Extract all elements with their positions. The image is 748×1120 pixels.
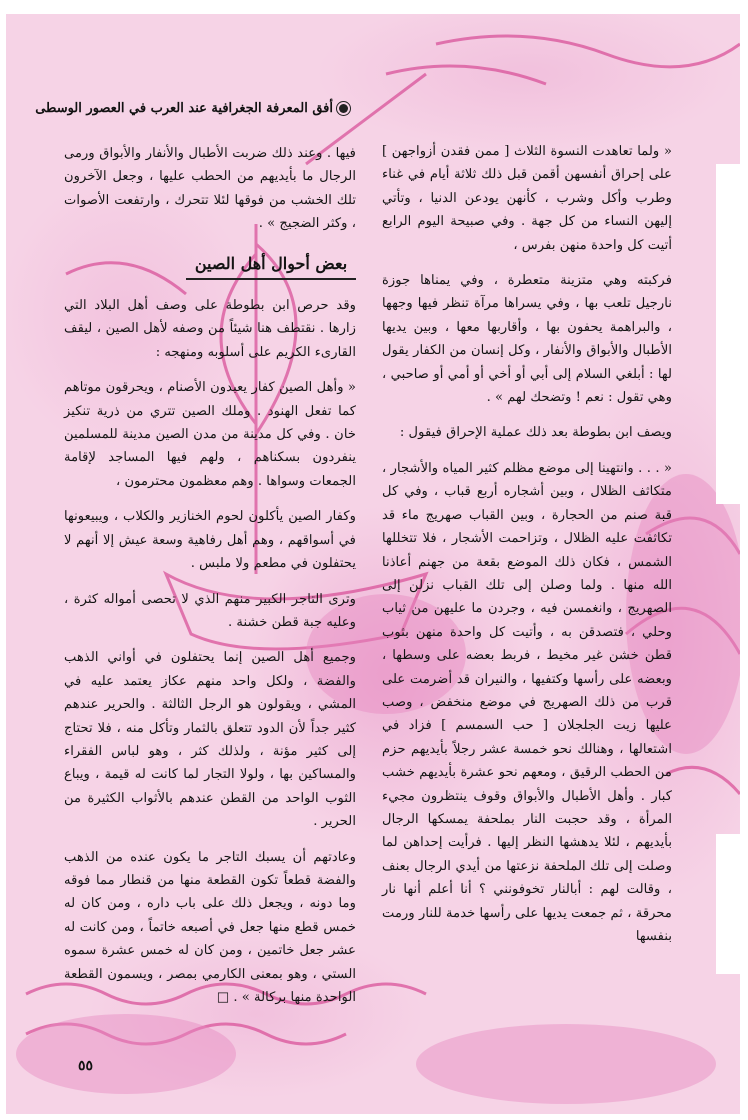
left-text-column	[64, 142, 356, 1009]
header-bullet-icon	[339, 104, 348, 113]
paragraph: وعادتهم أن يسبك التاجر ما يكون عنده من الذهب والفضة قطعاً تكون القطعة منها من قنطار مما فوقه وما دونه ، ويجعل ذلك على باب داره ، ومن كان له خمس قطع منها جعل في أصبعه خاتماً ، ومن كانت له عشر جعل خاتمين ، ومن كان له خمس عشرة سموه الستي ، وهو بمعنى الكارمي بمصر ، ويسمون القطعة الواحدة منها بركالة » . □	[64, 849, 356, 1005]
right-text-column	[382, 140, 672, 948]
paragraph: وجميع أهل الصين إنما يحتفلون في أواني الذهب والفضة ، ولكل واحد منهم عكاز يعتمد عليه في المشي ، ويقولون هو الرجل الثالثة . والحرير عندهم كثير جداً لأن الدود تتعلق بالثمار وتأكل منه ، فلا تحتاج إلى كثير مؤنة ، ولذلك كثر ، وهو لباس الفقراء والمساكين بها ، ولولا التجار لما كانت له قيمة ، ويباع الثوب الواحد من القطن عندهم بالأثواب الكثيرة من الحرير .	[64, 650, 356, 830]
paragraph: « وأهل الصين كفار يعبدون الأصنام ، ويحرقون موتاهم كما تفعل الهنود . وملك الصين تتري من ذرية تنكيز خان . وفي كل مدينة من مدن الصين مدينة للمسلمين ينفردون بسكناهم ، ولهم فيها المساجد لإقامة الجمعات وسواها . وهم معظمون محترمون ،	[64, 380, 356, 489]
section-heading-wrap	[64, 250, 356, 280]
page-number: ٥٥	[78, 1058, 94, 1074]
paragraph: فيها . وعند ذلك ضربت الأطبال والأنفار والأبواق ورمى الرجال ما بأيديهم من الحطب عليها ، وجعل الآخرون تلك الخشب من فوقها لئلا تتحرك ، وارتفعت الأصوات ، وكثر الضجيج » .	[64, 146, 356, 232]
paper-edge	[716, 164, 740, 504]
paragraph: وترى التاجر الكبير منهم الذي لا تحصى أمواله كثرة ، وعليه جبة قطن خشنة .	[64, 591, 356, 630]
paragraph: « ولما تعاهدت النسوة الثلاث [ ممن فقدن أزواجهن ] على إحراق أنفسهن أقمن قبل ذلك ثلاثة أيام في غناء وطرب وأكل وشرب ، كأنهن يودعن الدنيا ، وتأتي إليهن النساء من كل جهة . وفي صبيحة اليوم الرابع أتيت كل واحدة منهن بفرس ،	[382, 144, 672, 253]
paper-edge	[716, 834, 740, 974]
paragraph: وقد حرص ابن بطوطة على وصف أهل البلاد التي زارها . نقتطف هنا شيئاً من وصفه لأهل الصين ، ليقف القارىء الكريم على أسلوبه ومنهجه :	[64, 298, 356, 360]
magazine-page	[6, 14, 740, 1114]
paragraph: ويصف ابن بطوطة بعد ذلك عملية الإحراق فيقول :	[399, 425, 672, 441]
running-title: أفق المعرفة الجغرافية عند العرب في العصور الوسطى	[35, 100, 333, 116]
section-title: بعض أحوال أهل الصين	[186, 250, 356, 280]
paragraph: « . . . وانتهينا إلى موضع مظلم كثير المياه والأشجار ، متكاثف الظلال ، وبين أشجاره أربع قباب ، وفي كل قبة صنم من الحجارة ، وبين القباب صهريج ماء قد تكاثفت عليه الظلال ، وتزاحمت الأشجار ، فلا تتخللها الشمس ، فكان ذلك الموضع بقعة من جهنم أعاذنا الله منها . ولما وصلن إلى تلك القباب نزلن إلى الصهريج ، وانغمسن فيه ، وجردن ما عليهن من ثياب وحلي ، فتصدقن به ، وأتيت كل واحدة منهن بثوب قطن خشن غير مخيط ، فربط بعضه على وسطها ، وبعضه على رأسها وكتفيها ، والنيران قد أضرمت على قرب من ذلك الصهريج في موضع منخفض ، وصب عليها زيت الجلجلان [ حب السمسم ] فزاد في اشتعالها ، وهنالك نحو خمسة عشر رجلاً بأيديهم حزم من الحطب الرقيق ، ومعهم نحو عشرة بأيديهم خشب كبار . وأهل الأطبال والأبواق وقوف ينتظرون مجيء المرأة ، وقد حجبت النار بملحفة يمسكها الرجال بأيديهم ، لئلا يدهشها النظر إليها . فرأيت إحداهن لما وصلت إلى تلك الملحفة نزعتها من أيدي الرجال بعنف ، وقالت لهم : أبالنار تخوفونني ؟ أنا أعلم أنها نار محرقة ، ثم جمعت يديها على رأسها خدمة للنار ورمت بنفسها	[382, 460, 672, 944]
paragraph: وكفار الصين يأكلون لحوم الخنازير والكلاب ، ويبيعونها في أسواقهم ، وهم أهل رفاهية وسعة عيش إلا أنهم لا يحتفلون في مطعم ولا ملبس .	[64, 509, 356, 572]
running-header	[8, 96, 348, 120]
paragraph: فركبته وهي متزينة متعطرة ، وفي يمناها جوزة نارجيل تلعب بها ، وفي يسراها مرآة تنظر فيها وجهها ، والبراهمة يحفون بها ، وأقاربها معها ، وبين يديها الأطبال والأبواق والأنفار ، وكل إنسان من الكفار يقول لها : أبلغي السلام إلى أبي أو أخي أو أمي أو صاحبي ، وهي تقول : نعم ! وتضحك لهم » .	[382, 273, 672, 406]
